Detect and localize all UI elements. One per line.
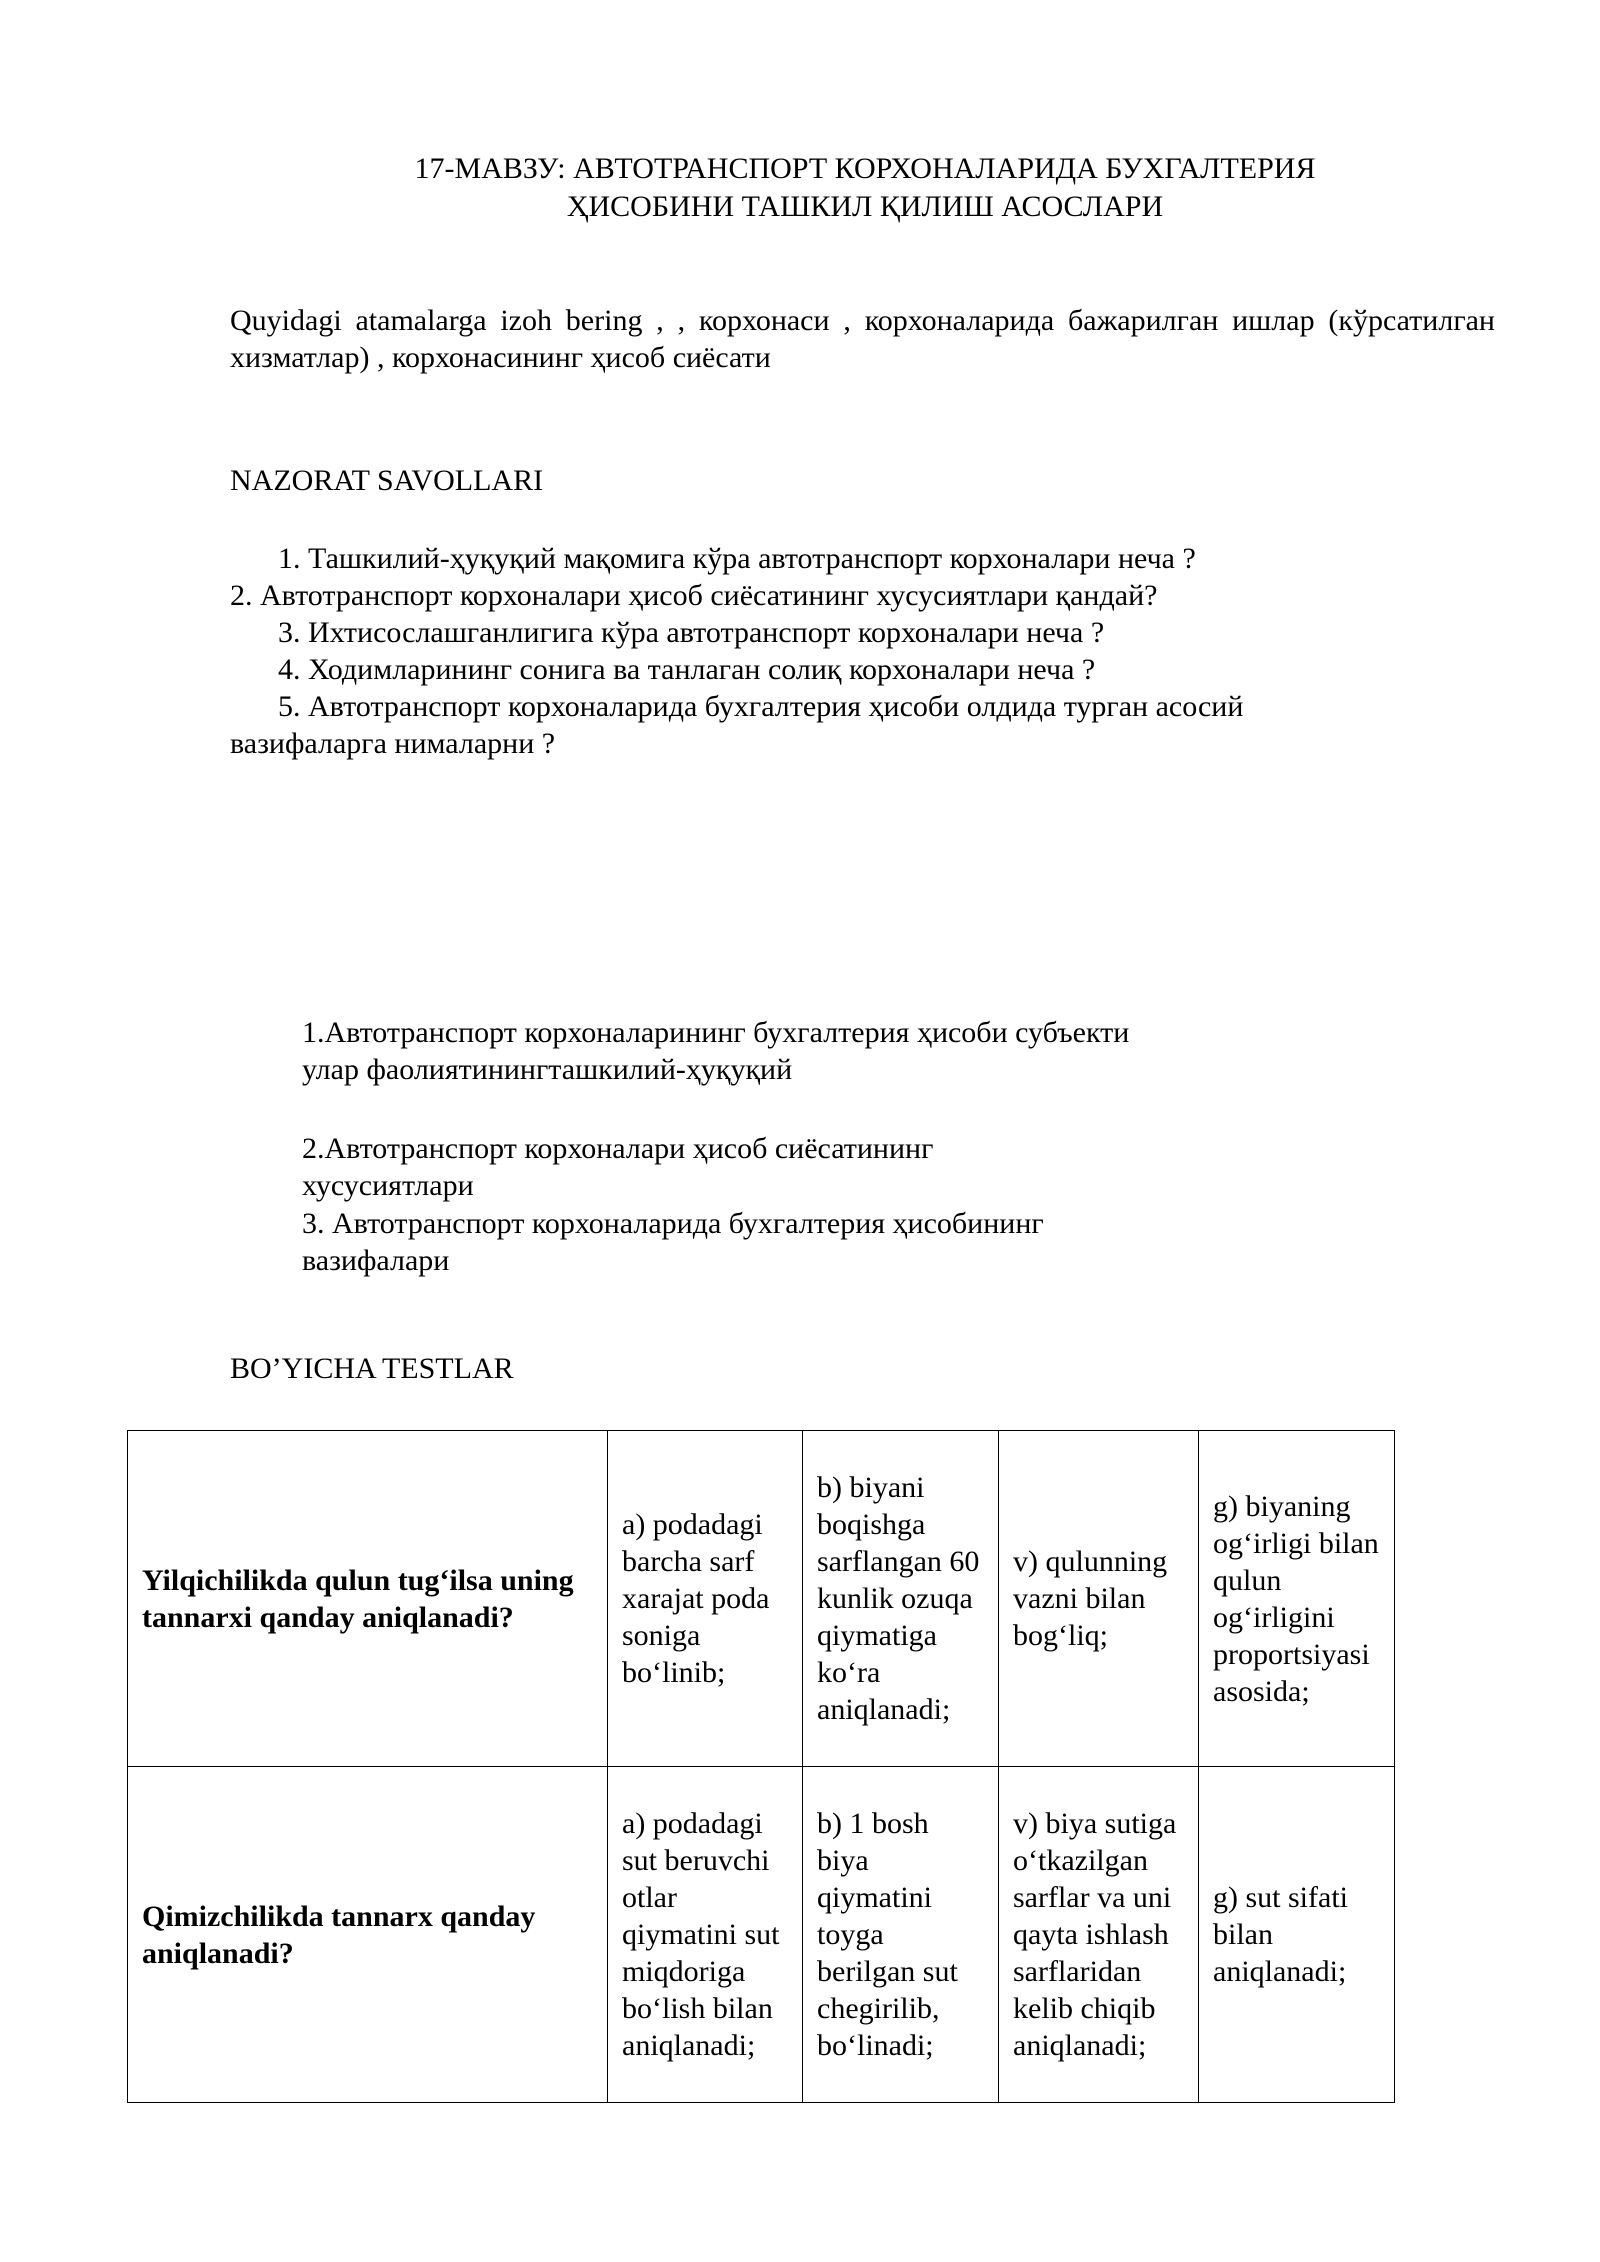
answer-g-cell: g) biyaning og‘irligi bilan qulun og‘irligini proportsiyasi asosida; [1199, 1431, 1395, 1767]
table-row [128, 1431, 1395, 1767]
table-row [128, 1767, 1395, 2103]
answer-a-cell: a) podadagi barcha sarf xarajat poda soniga bo‘linib; [608, 1431, 803, 1767]
topic-1-line-2: улар фаолиятинингташкилий-ҳуқуқий [302, 1053, 793, 1086]
topic-1-line-1: 1.Автотранспорт корхоналарининг бухгалтерия ҳисоби субъекти [302, 1016, 1130, 1049]
test-question-cell: Qimizchilikda tannarx qanday aniqlanadi? [128, 1767, 608, 2103]
question-1: 1. Ташкилий-ҳуқуқий мақомига кўра автотранспорт корхоналари неча ? [278, 542, 1196, 575]
question-5-continued: вазифаларга нималарни ? [230, 727, 556, 760]
question-4: 4. Ходимларининг сонига ва танлаган солиқ корхоналари неча ? [278, 653, 1096, 686]
topic-2-line-2: хусусиятлари [302, 1169, 474, 1202]
tests-heading: BO’YICHA TESTLAR [230, 1352, 514, 1385]
question-5: 5. Автотранспорт корхоналарида бухгалтерия ҳисоби олдида турган асосий [278, 690, 1244, 723]
answer-b-cell: b) biyani boqishga sarflangan 60 kunlik ozuqa qiymatiga ko‘ra aniqlanadi; [803, 1431, 999, 1767]
answer-v-cell: v) biya sutiga o‘tkazilgan sarflar va uni qayta ishlash sarflaridan kelib chiqib aniqlanadi; [999, 1767, 1199, 2103]
title-line-2: ҲИСОБИНИ ТАШКИЛ ҚИЛИШ АСОСЛАРИ [566, 190, 1164, 223]
question-2: 2. Автотранспорт корхоналари ҳисоб сиёсатининг хусусиятлари қандай? [230, 579, 1158, 612]
answer-b-cell: b) 1 bosh biya qiymatini toyga berilgan sut chegirilib, bo‘linadi; [803, 1767, 999, 2103]
answer-g-cell: g) sut sifati bilan aniqlanadi; [1199, 1767, 1395, 2103]
nazorat-heading: NAZORAT SAVOLLARI [230, 464, 544, 497]
topic-3-line-1: 3. Автотранспорт корхоналарида бухгалтерия ҳисобининг [302, 1207, 1044, 1240]
answer-a-cell: a) podadagi sut beruvchi otlar qiymatini sut miqdoriga bo‘lish bilan aniqlanadi; [608, 1767, 803, 2103]
intro-paragraph: Quyidagi atamalarga izoh bering , , корхонаси , корхоналарида бажарилган ишлар (кўрсатилган хизматлар) , корхонасининг ҳисоб сиёсати [230, 304, 1495, 374]
document-title [230, 150, 1500, 226]
test-question-cell: Yilqichilikda qulun tug‘ilsa uning tannarxi qanday aniqlanadi? [128, 1431, 608, 1767]
tests-table [127, 1430, 1395, 2103]
topic-3-line-2: вазифалари [302, 1244, 450, 1277]
answer-v-cell: v) qulunning vazni bilan bog‘liq; [999, 1431, 1199, 1767]
question-3: 3. Ихтисослашганлигига кўра автотранспорт корхоналари неча ? [278, 616, 1105, 649]
title-line-1: 17-МАВЗУ: АВТОТРАНСПОРТ КОРХОНАЛАРИДА БУХГАЛТЕРИЯ [414, 152, 1316, 185]
topic-2-line-1: 2.Автотранспорт корхоналари ҳисоб сиёсатининг [302, 1132, 934, 1165]
